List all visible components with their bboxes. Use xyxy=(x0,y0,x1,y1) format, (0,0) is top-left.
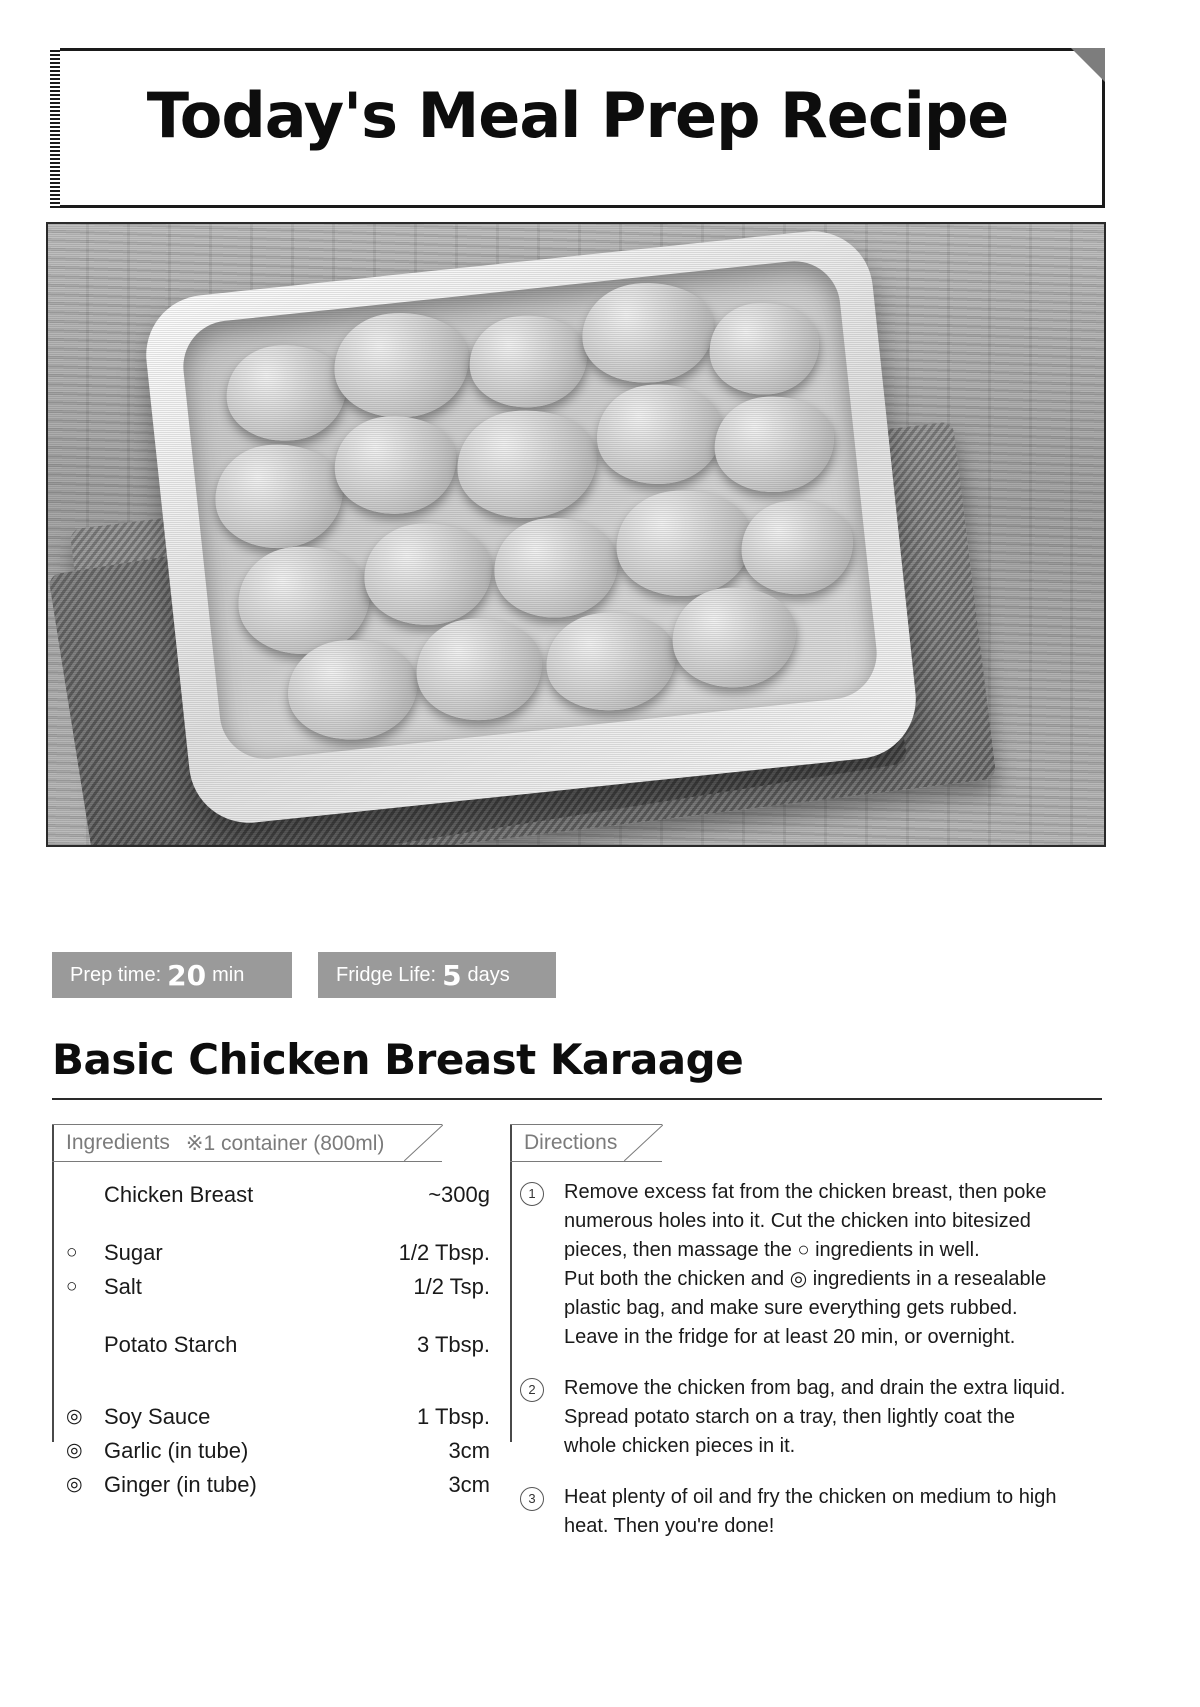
directions-label: Directions xyxy=(524,1131,618,1154)
recipe-photo xyxy=(46,222,1106,847)
step-number xyxy=(520,1483,564,1541)
step-line: Spread potato starch on a tray, then lightly coat the xyxy=(564,1406,1016,1428)
list-item xyxy=(520,1483,1102,1541)
tab-corner-icon xyxy=(623,1124,663,1164)
tab-corner-icon xyxy=(403,1124,443,1164)
ingredient-name: Chicken Breast xyxy=(104,1181,254,1207)
page-title: Today's Meal Prep Recipe xyxy=(146,79,1009,152)
ingredient-amount: 1/2 Tbsp. xyxy=(398,1239,490,1265)
ingredients-section xyxy=(52,1124,490,1504)
step-number xyxy=(520,1178,564,1352)
ingredient-name: Soy Sauce xyxy=(104,1403,211,1429)
prep-time-label: Prep time: xyxy=(70,963,162,986)
list-item xyxy=(66,1330,490,1359)
step-number-badge: 1 xyxy=(520,1182,544,1206)
step-text xyxy=(564,1374,1102,1461)
step-number-badge: 3 xyxy=(520,1487,544,1511)
step-number xyxy=(520,1374,564,1461)
title-divider xyxy=(52,1098,1102,1100)
step-number-badge: 2 xyxy=(520,1378,544,1402)
prep-time-value: 20 xyxy=(167,958,207,992)
ingredient-mark: ◎ xyxy=(66,1440,83,1461)
step-text xyxy=(564,1483,1102,1541)
list-item xyxy=(66,1402,490,1431)
ingredients-header xyxy=(52,1124,442,1162)
ingredient-name: Ginger (in tube) xyxy=(104,1471,257,1497)
ingredient-amount: 3 Tbsp. xyxy=(417,1331,490,1357)
list-item xyxy=(66,1436,490,1465)
ingredients-note: ※1 container (800ml) xyxy=(185,1131,385,1155)
list-item xyxy=(520,1374,1102,1461)
ingredients-list xyxy=(52,1180,490,1499)
fridge-life-unit: days xyxy=(467,963,510,986)
prep-time-badge xyxy=(52,952,292,998)
banner-left-stripe xyxy=(50,48,60,208)
ingredients-label: Ingredients xyxy=(66,1131,170,1154)
fridge-life-label: Fridge Life: xyxy=(336,963,437,986)
ingredient-amount: 3cm xyxy=(448,1437,490,1463)
list-item xyxy=(66,1470,490,1499)
list-spacer xyxy=(66,1306,490,1330)
step-line: heat. Then you're done! xyxy=(564,1515,775,1537)
list-item xyxy=(66,1180,490,1209)
step-text xyxy=(564,1178,1102,1352)
directions-section xyxy=(510,1124,1102,1563)
step-line: numerous holes into it. Cut the chicken into bitesized xyxy=(564,1210,1031,1232)
ingredient-name: Salt xyxy=(104,1273,142,1299)
step-line: Remove excess fat from the chicken breast, then poke xyxy=(564,1181,1047,1203)
list-spacer xyxy=(66,1214,490,1238)
ingredient-mark: ○ xyxy=(66,1275,78,1297)
ingredient-name: Sugar xyxy=(104,1239,163,1265)
ingredient-amount: 3cm xyxy=(448,1471,490,1497)
list-spacer xyxy=(66,1364,490,1402)
step-line: Leave in the fridge for at least 20 min, or overnight. xyxy=(564,1326,1016,1348)
title-banner xyxy=(50,48,1105,208)
ingredient-amount: 1 Tbsp. xyxy=(417,1403,490,1429)
photo-food-container-interior xyxy=(179,257,881,764)
step-line: Put both the chicken and ◎ ingredients in a resealable xyxy=(564,1268,1047,1290)
prep-time-unit: min xyxy=(212,963,245,986)
step-line: pieces, then massage the ○ ingredients in well. xyxy=(564,1239,980,1261)
ingredient-name: Potato Starch xyxy=(104,1331,238,1357)
directions-list xyxy=(510,1178,1102,1541)
step-line: whole chicken pieces in it. xyxy=(564,1435,796,1457)
list-item xyxy=(520,1178,1102,1352)
list-item xyxy=(66,1272,490,1301)
directions-header xyxy=(510,1124,662,1162)
ingredient-amount: 1/2 Tsp. xyxy=(413,1273,490,1299)
list-item xyxy=(66,1238,490,1267)
ingredient-amount: ~300g xyxy=(428,1181,490,1207)
fridge-life-value: 5 xyxy=(442,958,462,992)
ingredient-mark: ◎ xyxy=(66,1406,83,1427)
recipe-title: Basic Chicken Breast Karaage xyxy=(52,1035,744,1084)
fridge-life-badge xyxy=(318,952,556,998)
ingredient-mark: ○ xyxy=(66,1241,78,1263)
ingredient-name: Garlic (in tube) xyxy=(104,1437,249,1463)
step-line: Remove the chicken from bag, and drain the extra liquid. xyxy=(564,1377,1066,1399)
step-line: plastic bag, and make sure everything gets rubbed. xyxy=(564,1297,1018,1319)
step-line: Heat plenty of oil and fry the chicken on medium to high xyxy=(564,1486,1057,1508)
ingredient-mark: ◎ xyxy=(66,1474,83,1495)
page-fold-corner-icon xyxy=(1071,48,1105,82)
